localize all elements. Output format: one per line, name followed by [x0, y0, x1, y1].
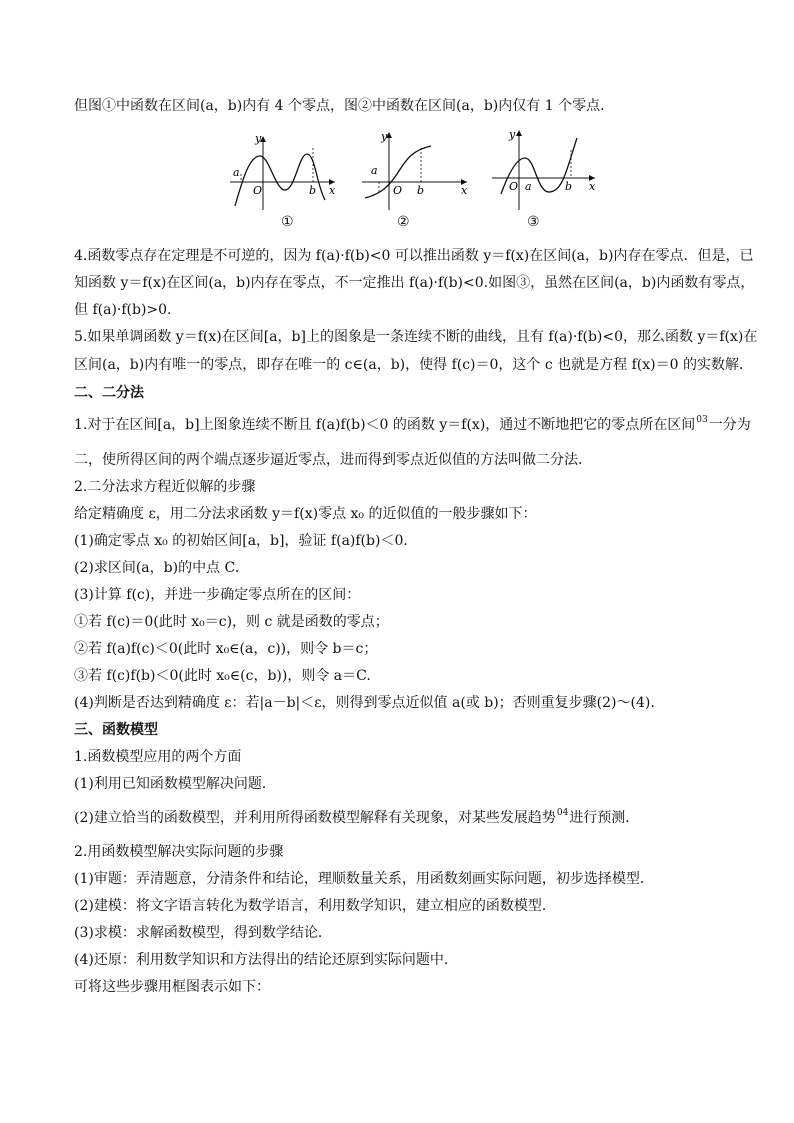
text-line: 可将这些步骤用框图表示如下：: [74, 979, 270, 995]
text-line: 2.用函数模型解决实际问题的步骤: [74, 844, 284, 860]
a-label: a: [371, 164, 378, 177]
axis-y-label: y: [509, 128, 516, 141]
figure-label-2: ②: [397, 214, 410, 230]
text-segment: 一分为: [708, 417, 751, 433]
text-line: ③若 f(c)f(b)＜0(此时 x₀∈(c，b))，则令 a＝C.: [74, 668, 371, 684]
text-line: (4)判断是否达到精确度 ε：若|a－b|＜ε，则得到零点近似值 a(或 b)；否则重复步骤(2)～(4).: [74, 695, 655, 711]
axis-y-label: y: [255, 132, 262, 145]
b-label: b: [565, 180, 573, 193]
origin-label: O: [509, 180, 519, 193]
text-line: 2.二分法求方程近似解的步骤: [74, 479, 256, 495]
text-line: (3)计算 f(c)，并进一步确定零点所在的区间：: [74, 587, 361, 603]
graph-1: [230, 132, 336, 210]
text-line: (1)利用已知函数模型解决问题．: [74, 776, 276, 792]
text-line: ②若 f(a)f(c)＜0(此时 x₀∈(a，c))，则令 b＝c；: [74, 641, 378, 657]
text-line: 区间(a，b)内有唯一的零点，即存在唯一的 c∈(a，b)，使得 f(c)＝0，这个 c 也就是方程 f(x)＝0 的实数解．: [74, 357, 753, 373]
text-line: 5.如果单调函数 y＝f(x)在区间[a，b]上的图象是一条连续不断的曲线，且有 f(a)·f(b)<0，那么函数 y＝f(x)在: [74, 329, 758, 345]
graph-3: [492, 128, 596, 210]
text-line: 1.函数模型应用的两个方面: [74, 749, 242, 765]
section-heading: 二、二分法: [74, 385, 144, 401]
origin-label: O: [393, 184, 403, 197]
axis-x-label: x: [329, 184, 336, 197]
text-line: 但图①中函数在区间(a，b)内有 4 个零点，图②中函数在区间(a，b)内仅有 1 个零点．: [74, 98, 615, 114]
axis-x-label: x: [589, 180, 596, 193]
footnote-mark: 04: [556, 808, 569, 818]
graph-2: [362, 130, 468, 210]
axis-x-label: x: [461, 184, 468, 197]
text-line: [74, 808, 724, 830]
text-line: (2)求区间(a，b)的中点 C.: [74, 560, 240, 576]
text-segment: 进行预测．: [569, 810, 640, 826]
text-line: 4.函数零点存在定理是不可逆的，因为 f(a)·f(b)<0 可以推出函数 y＝f(x)在区间(a，b)内存在零点．但是，已: [74, 248, 754, 264]
text-line: (3)求模：求解函数模型，得到数学结论．: [74, 925, 332, 941]
axis-y-label: y: [381, 130, 388, 143]
origin-label: O: [253, 184, 263, 197]
text-line: 知函数 y＝f(x)在区间(a，b)内存在零点，不一定推出 f(a)·f(b)<0.如图③，虽然在区间(a，b)内函数有零点，: [74, 275, 755, 291]
text-line: (1)审题：弄清题意，分清条件和结论，理顺数量关系，用函数刻画实际问题，初步选择模型．: [74, 871, 654, 887]
text-line: (2)建模：将文字语言转化为数学语言，利用数学知识，建立相应的函数模型．: [74, 898, 556, 914]
b-label: b: [417, 184, 425, 197]
text-line: 但 f(a)·f(b)>0.: [74, 302, 172, 318]
b-label: b: [309, 184, 317, 197]
text-line: 二，使所得区间的两个端点逐步逼近零点，进而得到零点近似值的方法叫做二分法．: [74, 452, 592, 468]
figure-label-1: ①: [281, 214, 294, 230]
text-line: ①若 f(c)＝0(此时 x₀＝c)，则 c 就是函数的零点；: [74, 614, 389, 630]
figure-label-3: ③: [527, 214, 540, 230]
text-line: (1)确定零点 x₀ 的初始区间[a，b]，验证 f(a)f(b)＜0.: [74, 533, 408, 549]
figure-group: [225, 128, 597, 236]
a-label: a: [525, 180, 532, 193]
text-line: [74, 415, 751, 437]
a-label: a: [233, 166, 240, 179]
text-line: 给定精确度 ε，用二分法求函数 y＝f(x)零点 x₀ 的近似值的一般步骤如下：: [74, 506, 537, 522]
section-heading: 三、函数模型: [74, 722, 158, 738]
text-line: (4)还原：利用数学知识和方法得出的结论还原到实际问题中．: [74, 952, 458, 968]
text-segment: (2)建立恰当的函数模型，并利用所得函数模型解释有关现象，对某些发展趋势: [74, 810, 556, 826]
text-segment: 1.对于在区间[a，b]上图象连续不断且 f(a)f(b)＜0 的函数 y＝f(x)，通过不断地把它的零点所在区间: [74, 417, 696, 433]
footnote-mark: 03: [696, 415, 708, 425]
